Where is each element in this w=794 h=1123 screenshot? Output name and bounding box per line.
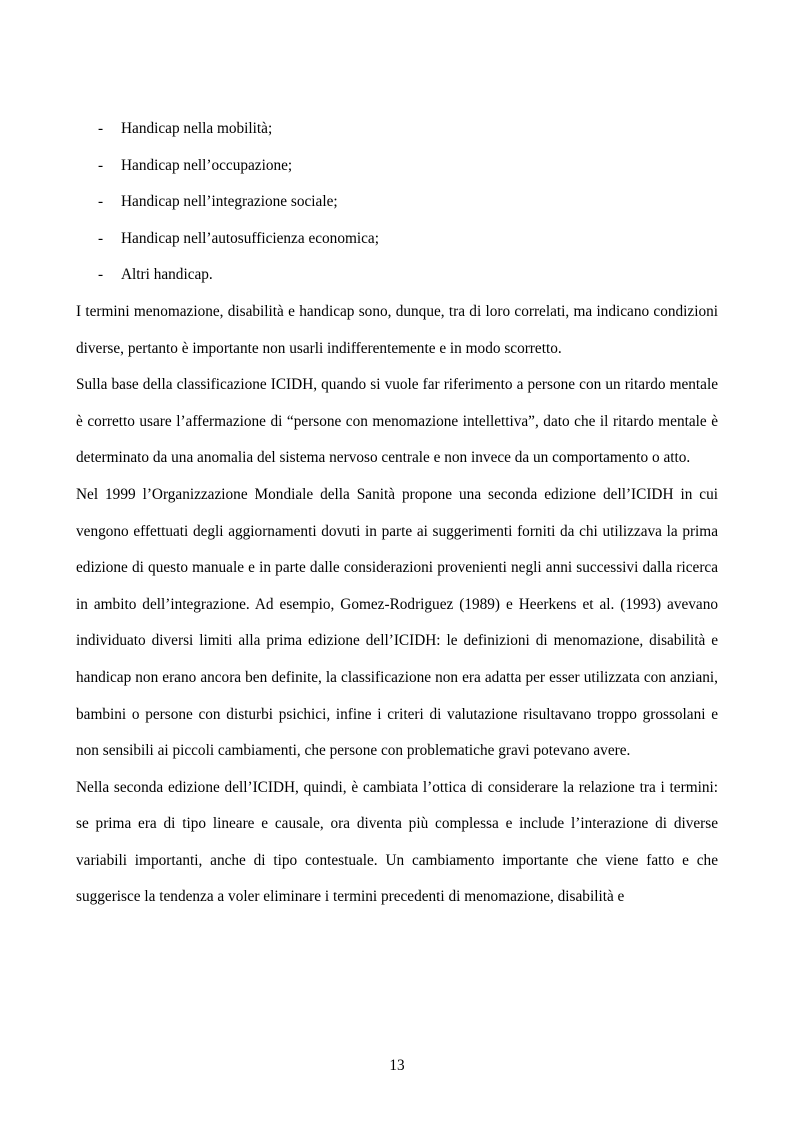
handicap-list xyxy=(76,111,718,294)
list-item-text: Handicap nella mobilità; xyxy=(121,120,273,137)
list-item-text: Altri handicap. xyxy=(121,266,213,284)
page-number: 13 xyxy=(389,1057,405,1074)
list-item xyxy=(76,257,718,294)
paragraph-terms-correlated: I termini menomazione, disabilità e handicap sono, dunque, tra di loro correlati, ma indicano condizioni diverse, pertanto è importante non usarli indifferentemente e in modo scorretto. xyxy=(76,302,718,357)
list-dash: - xyxy=(98,193,104,211)
list-dash: - xyxy=(98,266,104,284)
list-dash: - xyxy=(98,156,104,174)
list-dash: - xyxy=(98,120,104,137)
paragraph-icidh-second-edition: Nel 1999 l’Organizzazione Mondiale della Sanità propone una seconda edizione dell’ICIDH in cui vengono effettuati degli aggiornamenti dovuti in parte ai suggerimenti forniti da chi utilizzava la prima edizione di questo manuale e in parte dalle considerazioni provenienti negli anni successivi dalla ricerca in ambito dell’integrazione. Ad esempio, Gomez-Rodriguez (1989) e Heerkens et al. (1993) avevano individuato diversi limiti alla prima edizione dell’ICIDH: le definizioni di menomazione, disabilità e handicap non erano ancora ben definite, la classificazione non era adatta per esser utilizzata con anziani, bambini o persone con disturbi psichici, infine i criteri di valutazione risultavano troppo grossolani e non sensibili ai piccoli cambiamenti, che persone con problematiche gravi potevano avere. xyxy=(76,485,718,760)
list-item xyxy=(76,221,718,258)
list-dash: - xyxy=(98,229,104,247)
list-item xyxy=(76,148,718,185)
page-body xyxy=(76,111,718,916)
list-item-text: Handicap nell’integrazione sociale; xyxy=(121,193,338,211)
list-item xyxy=(76,184,718,221)
list-item xyxy=(76,111,718,148)
list-item-text: Handicap nell’occupazione; xyxy=(121,156,293,174)
paragraph-relation-change: Nella seconda edizione dell’ICIDH, quindi, è cambiata l’ottica di considerare la relazione tra i termini: se prima era di tipo lineare e causale, ora diventa più complessa e include l’interazione di diverse variabili importanti, anche di tipo contestuale. Un cambiamento importante che viene fatto e che suggerisce la tendenza a voler eliminare i termini precedenti di menomazione, disabilità e xyxy=(76,778,718,906)
paragraph-icidh-intellectual: Sulla base della classificazione ICIDH, quando si vuole far riferimento a persone con un ritardo mentale è corretto usare l’affermazione di “persone con menomazione intellettiva”, dato che il ritardo mentale è determinato da una anomalia del sistema nervoso centrale e non invece da un comportamento o atto. xyxy=(76,376,718,467)
list-item-text: Handicap nell’autosufficienza economica; xyxy=(121,229,379,247)
